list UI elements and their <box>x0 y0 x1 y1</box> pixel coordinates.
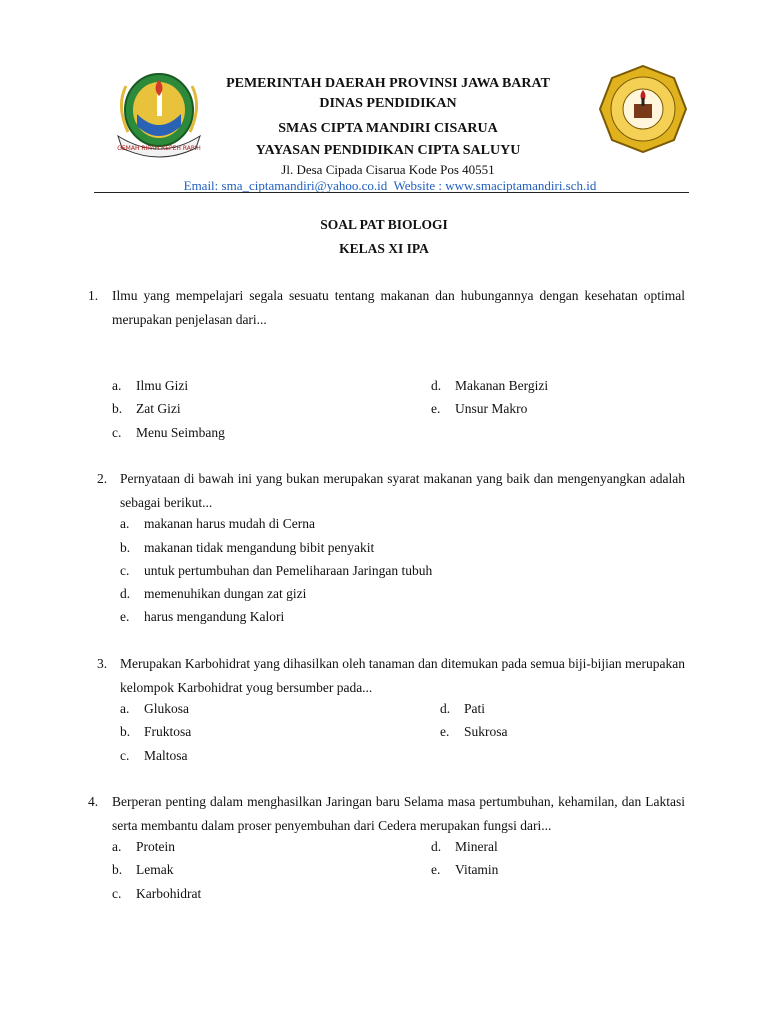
question-1-option-a[interactable]: a. Ilmu Gizi <box>112 378 189 393</box>
question-4-option-a[interactable]: a. Protein <box>112 839 175 854</box>
header-school-name: SMAS CIPTA MANDIRI CISARUA <box>278 121 498 136</box>
question-2-option-a[interactable]: a. makanan harus mudah di Cerna <box>120 516 315 531</box>
question-2-text: Pernyataan di bawah ini yang bukan merupakan syarat makanan yang baik dan mengenyangkan adalah sebagai berikut... <box>120 471 685 510</box>
header-foundation: YAYASAN PENDIDIKAN CIPTA SALUYU <box>255 143 521 158</box>
question-4-option-b[interactable]: b. Lemak <box>112 862 174 877</box>
question-3-option-c[interactable]: c. Maltosa <box>120 748 188 763</box>
header-address: Jl. Desa Cipada Cisarua Kode Pos 40551 <box>281 162 495 177</box>
question-1-option-b[interactable]: b. Zat Gizi <box>112 401 181 416</box>
header-department: DINAS PENDIDIKAN <box>319 96 457 111</box>
question-1-number: 1. <box>88 288 99 303</box>
west-java-logo <box>104 66 214 162</box>
question-4-option-c[interactable]: c. Karbohidrat <box>112 886 202 901</box>
question-4-option-e[interactable]: e. Vitamin <box>431 862 499 877</box>
question-1-option-d[interactable]: d. Makanan Bergizi <box>431 378 549 393</box>
question-4-option-d[interactable]: d. Mineral <box>431 839 498 854</box>
header-divider <box>94 192 689 193</box>
question-2-option-c[interactable]: c. untuk pertumbuhan dan Pemeliharaan Jaringan tubuh <box>120 563 433 578</box>
question-2-number: 2. <box>97 471 108 486</box>
exam-class: KELAS XI IPA <box>339 241 429 256</box>
header-government: PEMERINTAH DAERAH PROVINSI JAWA BARAT <box>226 76 550 91</box>
header-contact-link[interactable]: Email: sma_ciptamandiri@yahoo.co.id Website : www.smaciptamandiri.sch.id <box>183 178 597 193</box>
question-3-option-e[interactable]: e. Sukrosa <box>440 724 508 739</box>
left-logo-motto: GEMAH RIPAH REPEH RAPIH <box>117 145 201 152</box>
question-3-number: 3. <box>97 656 108 671</box>
question-1-option-c[interactable]: c. Menu Seimbang <box>112 425 225 440</box>
exam-title: SOAL PAT BIOLOGI <box>320 217 448 232</box>
question-1-option-e[interactable]: e. Unsur Makro <box>431 401 528 416</box>
question-4-text: Berperan penting dalam menghasilkan Jaringan baru Selama masa pertumbuhan, kehamilan, dan Laktasi serta membantu dalam proser penyembuhan dari Cedera merupakan fungsi dari... <box>112 794 685 833</box>
question-3-option-b[interactable]: b. Fruktosa <box>120 724 192 739</box>
question-1-text: Ilmu yang mempelajari segala sesuatu tentang makanan dan hubungannya dengan kesehatan optimal merupakan penjelasan dari... <box>112 288 685 327</box>
question-4-number: 4. <box>88 794 99 809</box>
question-2-option-e[interactable]: e. harus mengandung Kalori <box>120 609 285 624</box>
school-logo <box>598 64 688 154</box>
question-3-option-a[interactable]: a. Glukosa <box>120 701 189 716</box>
question-2-option-b[interactable]: b. makanan tidak mengandung bibit penyakit <box>120 540 375 555</box>
question-3-option-d[interactable]: d. Pati <box>440 701 486 716</box>
question-2-option-d[interactable]: d. memenuhikan dungan zat gizi <box>120 586 307 601</box>
question-3-text: Merupakan Karbohidrat yang dihasilkan oleh tanaman dan ditemukan pada semua biji-bijian merupakan kelompok Karbohidrat youg bersumber pada... <box>120 656 685 695</box>
